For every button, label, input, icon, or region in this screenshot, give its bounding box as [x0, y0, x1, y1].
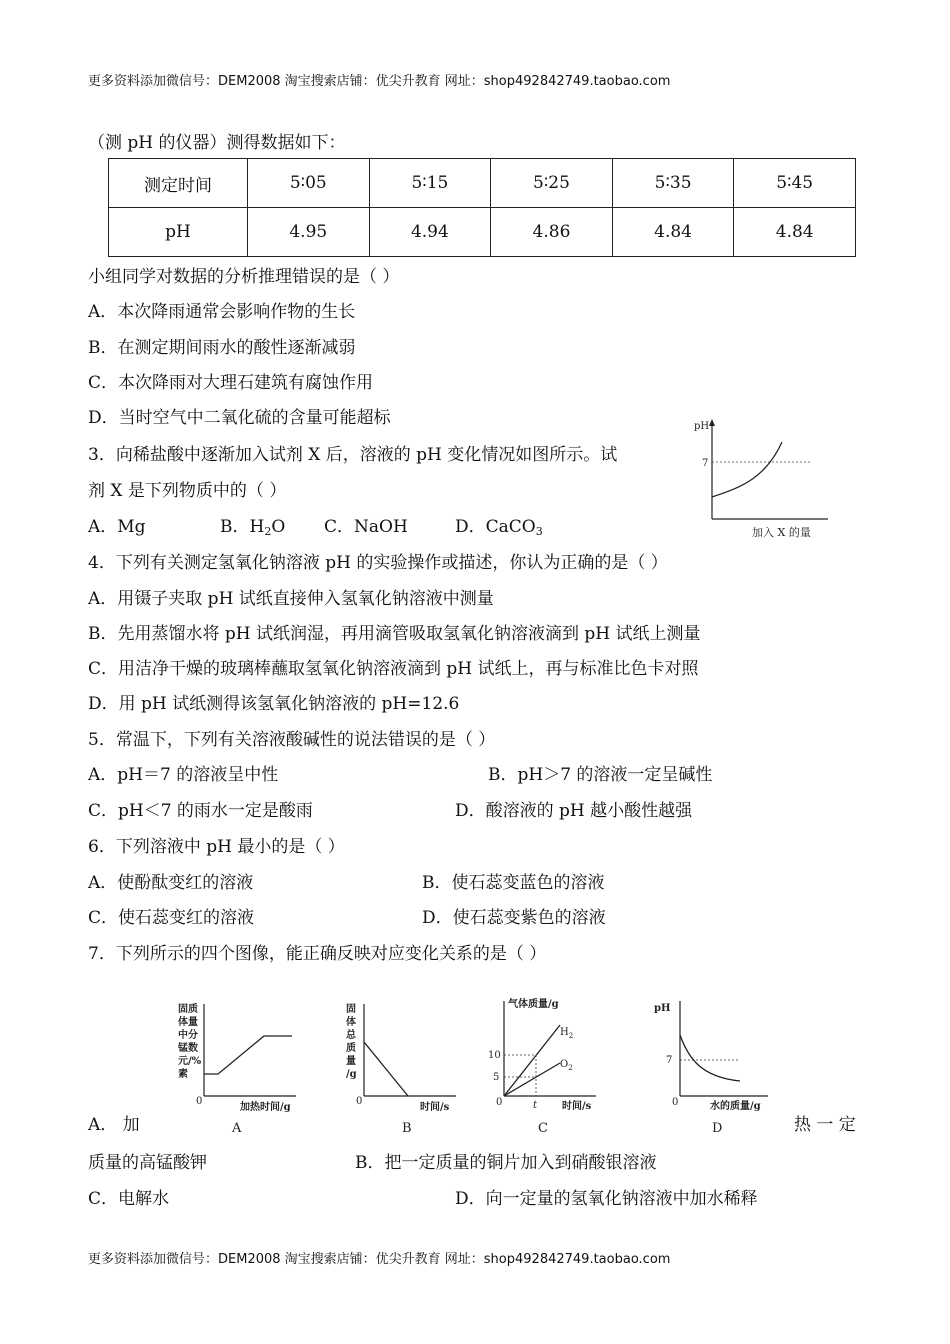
- svg-text:气体质量/g: 气体质量/g: [508, 999, 559, 1010]
- svg-text:0: 0: [672, 1097, 679, 1108]
- svg-text:固: 固: [346, 1004, 356, 1015]
- q7-graph-d-curve: [680, 1035, 740, 1081]
- q3-ph-graph: [688, 415, 838, 543]
- q7-graph-c: [484, 995, 614, 1138]
- page-footer: 更多资料添加微信号：DEM2008 淘宝搜索店铺：优尖升教育 网址：shop492842749.taobao.com: [88, 1252, 671, 1267]
- svg-text:/g: /g: [346, 1069, 357, 1080]
- q4-option-c: C．用洁净干燥的玻璃棒蘸取氢氧化钠溶液滴到 pH 试纸上，再与标准比色卡对照: [88, 659, 699, 679]
- q6-option-b: B．使石蕊变蓝色的溶液: [422, 873, 605, 893]
- q5-option-a: A．pH＝7 的溶液呈中性: [88, 765, 279, 785]
- svg-text:固质: 固质: [178, 1004, 198, 1015]
- svg-text:中分: 中分: [178, 1030, 198, 1041]
- svg-text:0: 0: [196, 1096, 203, 1107]
- svg-text:元/%: 元/%: [178, 1056, 202, 1067]
- svg-text:水的质量/g: 水的质量/g: [710, 1101, 761, 1112]
- q2-stem: 小组同学对数据的分析推理错误的是（ ）: [88, 267, 400, 287]
- table-row: [109, 208, 856, 257]
- table-cell: 5∶45: [734, 159, 856, 208]
- table-cell: 测定时间: [109, 159, 248, 208]
- q7-option-a-right: 热 一 定: [794, 1115, 856, 1135]
- q5-option-c: C．pH＜7 的雨水一定是酸雨: [88, 801, 313, 821]
- q6-option-d: D．使石蕊变紫色的溶液: [422, 908, 606, 928]
- svg-text:C: C: [538, 1121, 548, 1136]
- q7-option-b: B．把一定质量的铜片加入到硝酸银溶液: [355, 1153, 657, 1173]
- svg-text:0: 0: [356, 1096, 363, 1107]
- q6-stem: 6．下列溶液中 pH 最小的是（ ）: [88, 837, 345, 857]
- table-cell: 4.94: [369, 208, 491, 257]
- q2-option-d: D．当时空气中二氧化硫的含量可能超标: [88, 408, 391, 428]
- svg-text:体量: 体量: [178, 1017, 198, 1028]
- q5-stem: 5．常温下，下列有关溶液酸碱性的说法错误的是（ ）: [88, 730, 496, 750]
- q7-stem: 7．下列所示的四个图像，能正确反映对应变化关系的是（ ）: [88, 944, 547, 964]
- q7-graph-c-o2-line: [504, 1063, 560, 1096]
- table-cell: 4.86: [491, 208, 613, 257]
- q3-graph-ylabel: pH: [694, 421, 710, 432]
- svg-text:0: 0: [496, 1097, 503, 1108]
- svg-text:锰数: 锰数: [178, 1043, 198, 1054]
- table-cell: 4.95: [248, 208, 370, 257]
- q7-graph-a: [168, 998, 308, 1138]
- q2-option-b: B．在测定期间雨水的酸性逐渐减弱: [88, 338, 356, 358]
- q5-option-b: B．pH＞7 的溶液一定呈碱性: [488, 765, 713, 785]
- svg-text:5: 5: [493, 1072, 500, 1083]
- q7-option-d: D．向一定量的氢氧化钠溶液中加水稀释: [455, 1189, 758, 1209]
- svg-text:B: B: [402, 1121, 412, 1136]
- q4-option-d: D．用 pH 试纸测得该氢氧化钠溶液的 pH=12.6: [88, 694, 460, 714]
- q3-ph-curve: [712, 442, 782, 497]
- svg-text:A: A: [232, 1121, 242, 1136]
- svg-text:10: 10: [488, 1050, 501, 1061]
- table-row: [109, 159, 856, 208]
- svg-text:总: 总: [346, 1030, 356, 1041]
- svg-text:时间/s: 时间/s: [562, 1101, 592, 1112]
- q2-option-a: A．本次降雨通常会影响作物的生长: [88, 302, 356, 322]
- page-header: 更多资料添加微信号：DEM2008 淘宝搜索店铺：优尖升教育 网址：shop492842749.taobao.com: [88, 74, 671, 89]
- svg-text:H2: $H_2$: [560, 1027, 574, 1040]
- q7-graph-b: [340, 998, 470, 1138]
- table-cell: 4.84: [612, 208, 734, 257]
- q4-option-a: A．用镊子夹取 pH 试纸直接伸入氢氧化钠溶液中测量: [88, 589, 494, 609]
- q4-option-b: B．先用蒸馏水将 pH 试纸润湿，再用滴管吸取氢氧化钠溶液滴到 pH 试纸上测量: [88, 624, 701, 644]
- q3-stem-line1: 3．向稀盐酸中逐渐加入试剂 X 后，溶液的 pH 变化情况如图所示。试: [88, 445, 618, 465]
- q7-graph-a-line: [204, 1036, 292, 1074]
- q3-option-d: D．CaCO$_3$: [455, 517, 543, 538]
- q7-option-a-left: A． 加: [88, 1115, 140, 1135]
- svg-text:pH: pH: [654, 1003, 671, 1014]
- svg-text:7: 7: [666, 1055, 673, 1066]
- table-cell: 4.84: [734, 208, 856, 257]
- q7-graph-c-h2-line: [504, 1025, 560, 1096]
- ph-data-table: [108, 158, 856, 257]
- svg-text:时间/s: 时间/s: [420, 1102, 450, 1113]
- q7-option-c: C．电解水: [88, 1189, 170, 1209]
- svg-text:质: 质: [346, 1043, 356, 1054]
- q3-option-c: C．NaOH: [324, 517, 408, 537]
- q3-option-a: A．Mg: [88, 517, 146, 537]
- table-cell: 5∶15: [369, 159, 491, 208]
- q2-option-c: C．本次降雨对大理石建筑有腐蚀作用: [88, 373, 374, 393]
- q3-option-b: B．$H_2O$: [220, 517, 286, 538]
- svg-text:t: t: [533, 1100, 538, 1111]
- q3-stem-line2: 剂 X 是下列物质中的（ ）: [88, 481, 287, 501]
- q5-option-d: D．酸溶液的 pH 越小酸性越强: [455, 801, 693, 821]
- svg-text:加热时间/g: 加热时间/g: [240, 1102, 291, 1113]
- q4-stem: 4．下列有关测定氢氧化钠溶液 pH 的实验操作或描述，你认为正确的是（ ）: [88, 553, 668, 573]
- q6-option-c: C．使石蕊变红的溶液: [88, 908, 255, 928]
- table-cell: 5∶35: [612, 159, 734, 208]
- svg-text:O2: $O_2$: [560, 1059, 573, 1072]
- svg-text:D: D: [712, 1121, 723, 1136]
- intro-text: （测 pH 的仪器）测得数据如下：: [88, 133, 346, 153]
- q7-graph-b-line: [364, 1042, 408, 1096]
- q3-graph-xlabel: 加入 X 的量: [752, 526, 811, 539]
- svg-text:体: 体: [346, 1017, 356, 1028]
- q7-graph-d: [648, 995, 778, 1138]
- table-cell: 5∶25: [491, 159, 613, 208]
- q6-option-a: A．使酚酞变红的溶液: [88, 873, 254, 893]
- svg-text:素: 素: [178, 1069, 188, 1080]
- q7-option-a-line2: 质量的高锰酸钾: [88, 1153, 207, 1173]
- table-cell: pH: [109, 208, 248, 257]
- q3-graph-ytick: 7: [702, 458, 709, 469]
- table-cell: 5∶05: [248, 159, 370, 208]
- svg-text:量: 量: [346, 1056, 356, 1067]
